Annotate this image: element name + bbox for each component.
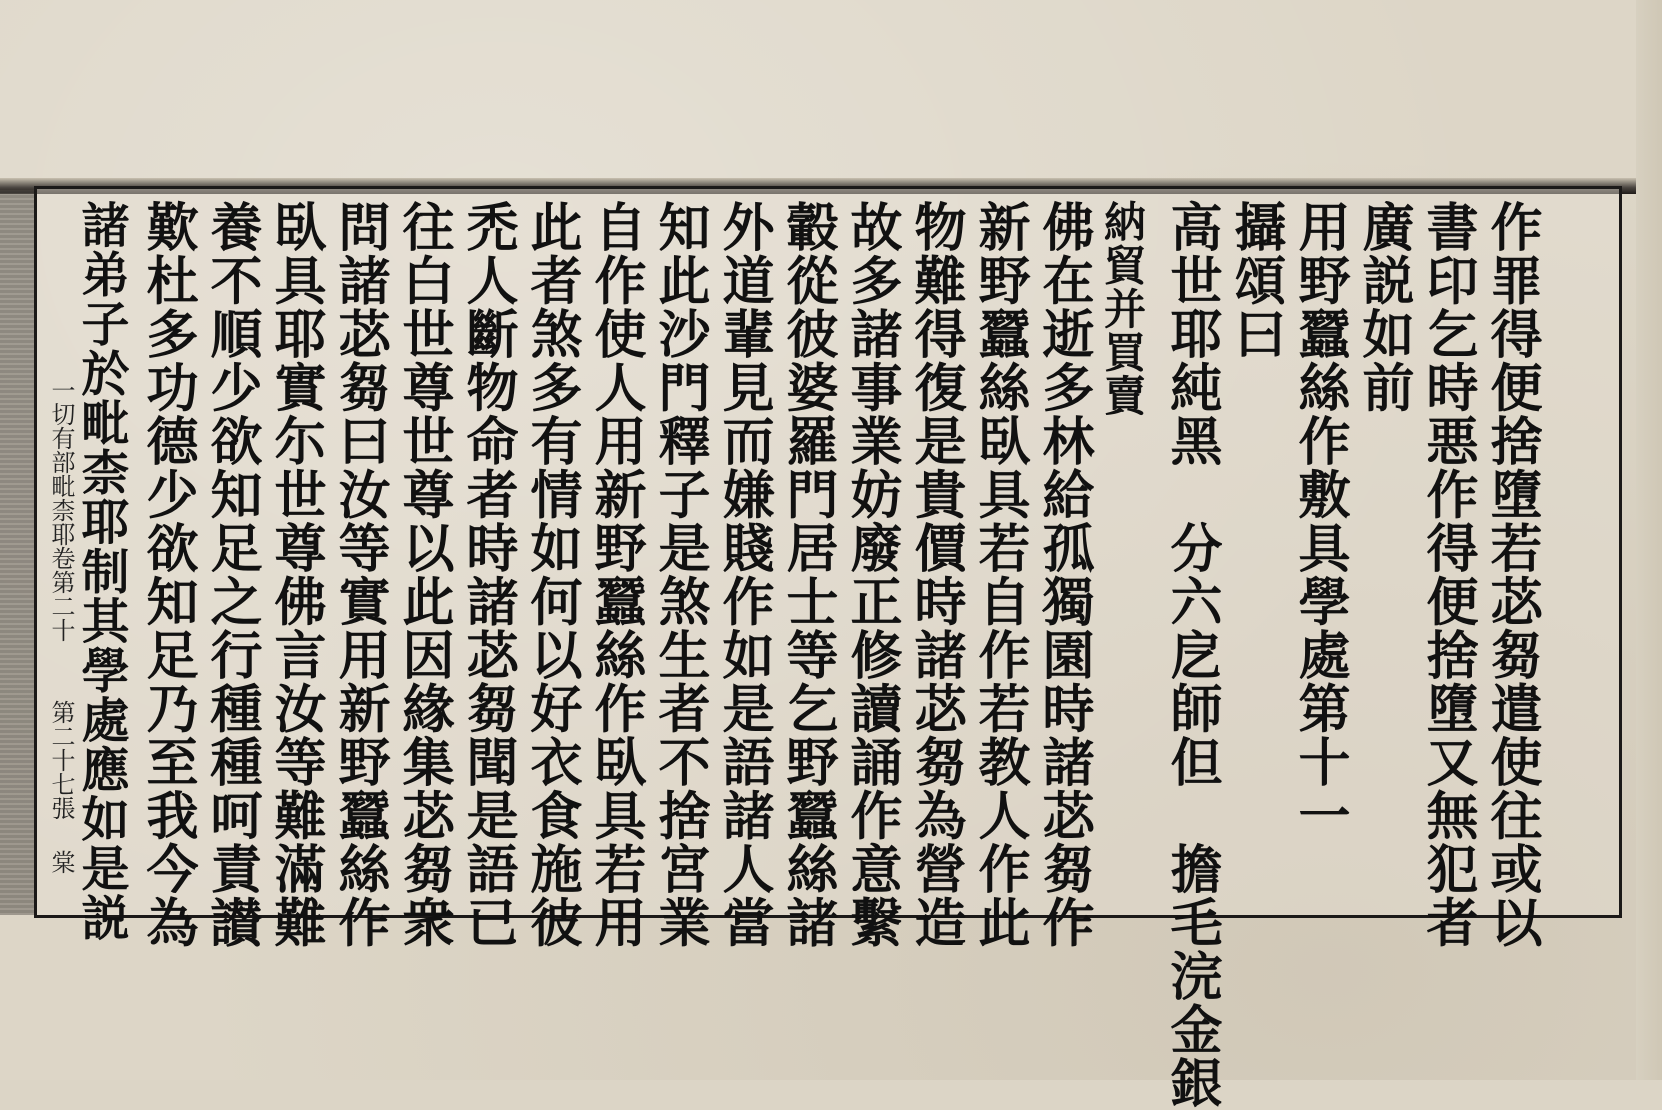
page-number: 第二十七張 — [47, 700, 75, 820]
text-column: 轂從彼婆羅門居士等乞野蠶絲諸 — [777, 200, 838, 949]
volume-title: 一切有部毗柰耶卷第二十 — [47, 378, 75, 642]
text-column: 問諸苾芻曰汝等實用新野蠶絲作 — [329, 200, 390, 949]
text-column: 養不順少欲知足之行種種呵責讃 — [201, 200, 262, 949]
page-edge — [1636, 0, 1662, 1080]
carver-mark: 棠 — [47, 850, 75, 874]
text-column: 臥具耶實尓世尊佛言汝等難滿難 — [265, 200, 326, 949]
text-column: 諸弟子於毗柰耶制其學處應如是説 — [73, 200, 129, 943]
text-column: 高世耶純黑 分六戹師但 擔毛浣金銀 — [1161, 200, 1222, 1110]
text-column: 佛在逝多林給孤獨園時諸苾芻作 — [1033, 200, 1094, 949]
text-column: 禿人斷物命者時諸苾芻聞是語已 — [457, 200, 518, 949]
text-column: 作罪得便捨墮若苾芻遣使往或以 — [1481, 200, 1542, 949]
text-column: 書印乞時悪作得便捨墮又無犯者 — [1417, 200, 1478, 949]
text-column: 知此沙門釋子是煞生者不捨宮業 — [649, 200, 710, 949]
text-column: 用野蠶絲作敷具學處第十一 — [1289, 200, 1350, 842]
text-column: 自作使人用新野蠶絲作臥具若用 — [585, 200, 646, 949]
text-column: 物難得復是貴價時諸苾芻為營造 — [905, 200, 966, 949]
text-column: 歎杜多功德少欲知足乃至我今為 — [137, 200, 198, 949]
ink-smudge — [0, 190, 36, 915]
text-column: 故多諸事業妨廢正修讀誦作意繫 — [841, 200, 902, 949]
text-column: 攝頌曰 — [1225, 200, 1286, 361]
text-column: 此者煞多有情如何以好衣食施彼 — [521, 200, 582, 949]
text-column: 外道輩見而嫌賤作如是語諸人當 — [713, 200, 774, 949]
text-column: 納貿并買賣 — [1098, 200, 1147, 418]
text-column: 新野蠶絲臥具若自作若教人作此 — [969, 200, 1030, 949]
text-column: 廣説如前 — [1353, 200, 1414, 414]
text-column: 往白世尊世尊以此因緣集苾芻衆 — [393, 200, 454, 949]
